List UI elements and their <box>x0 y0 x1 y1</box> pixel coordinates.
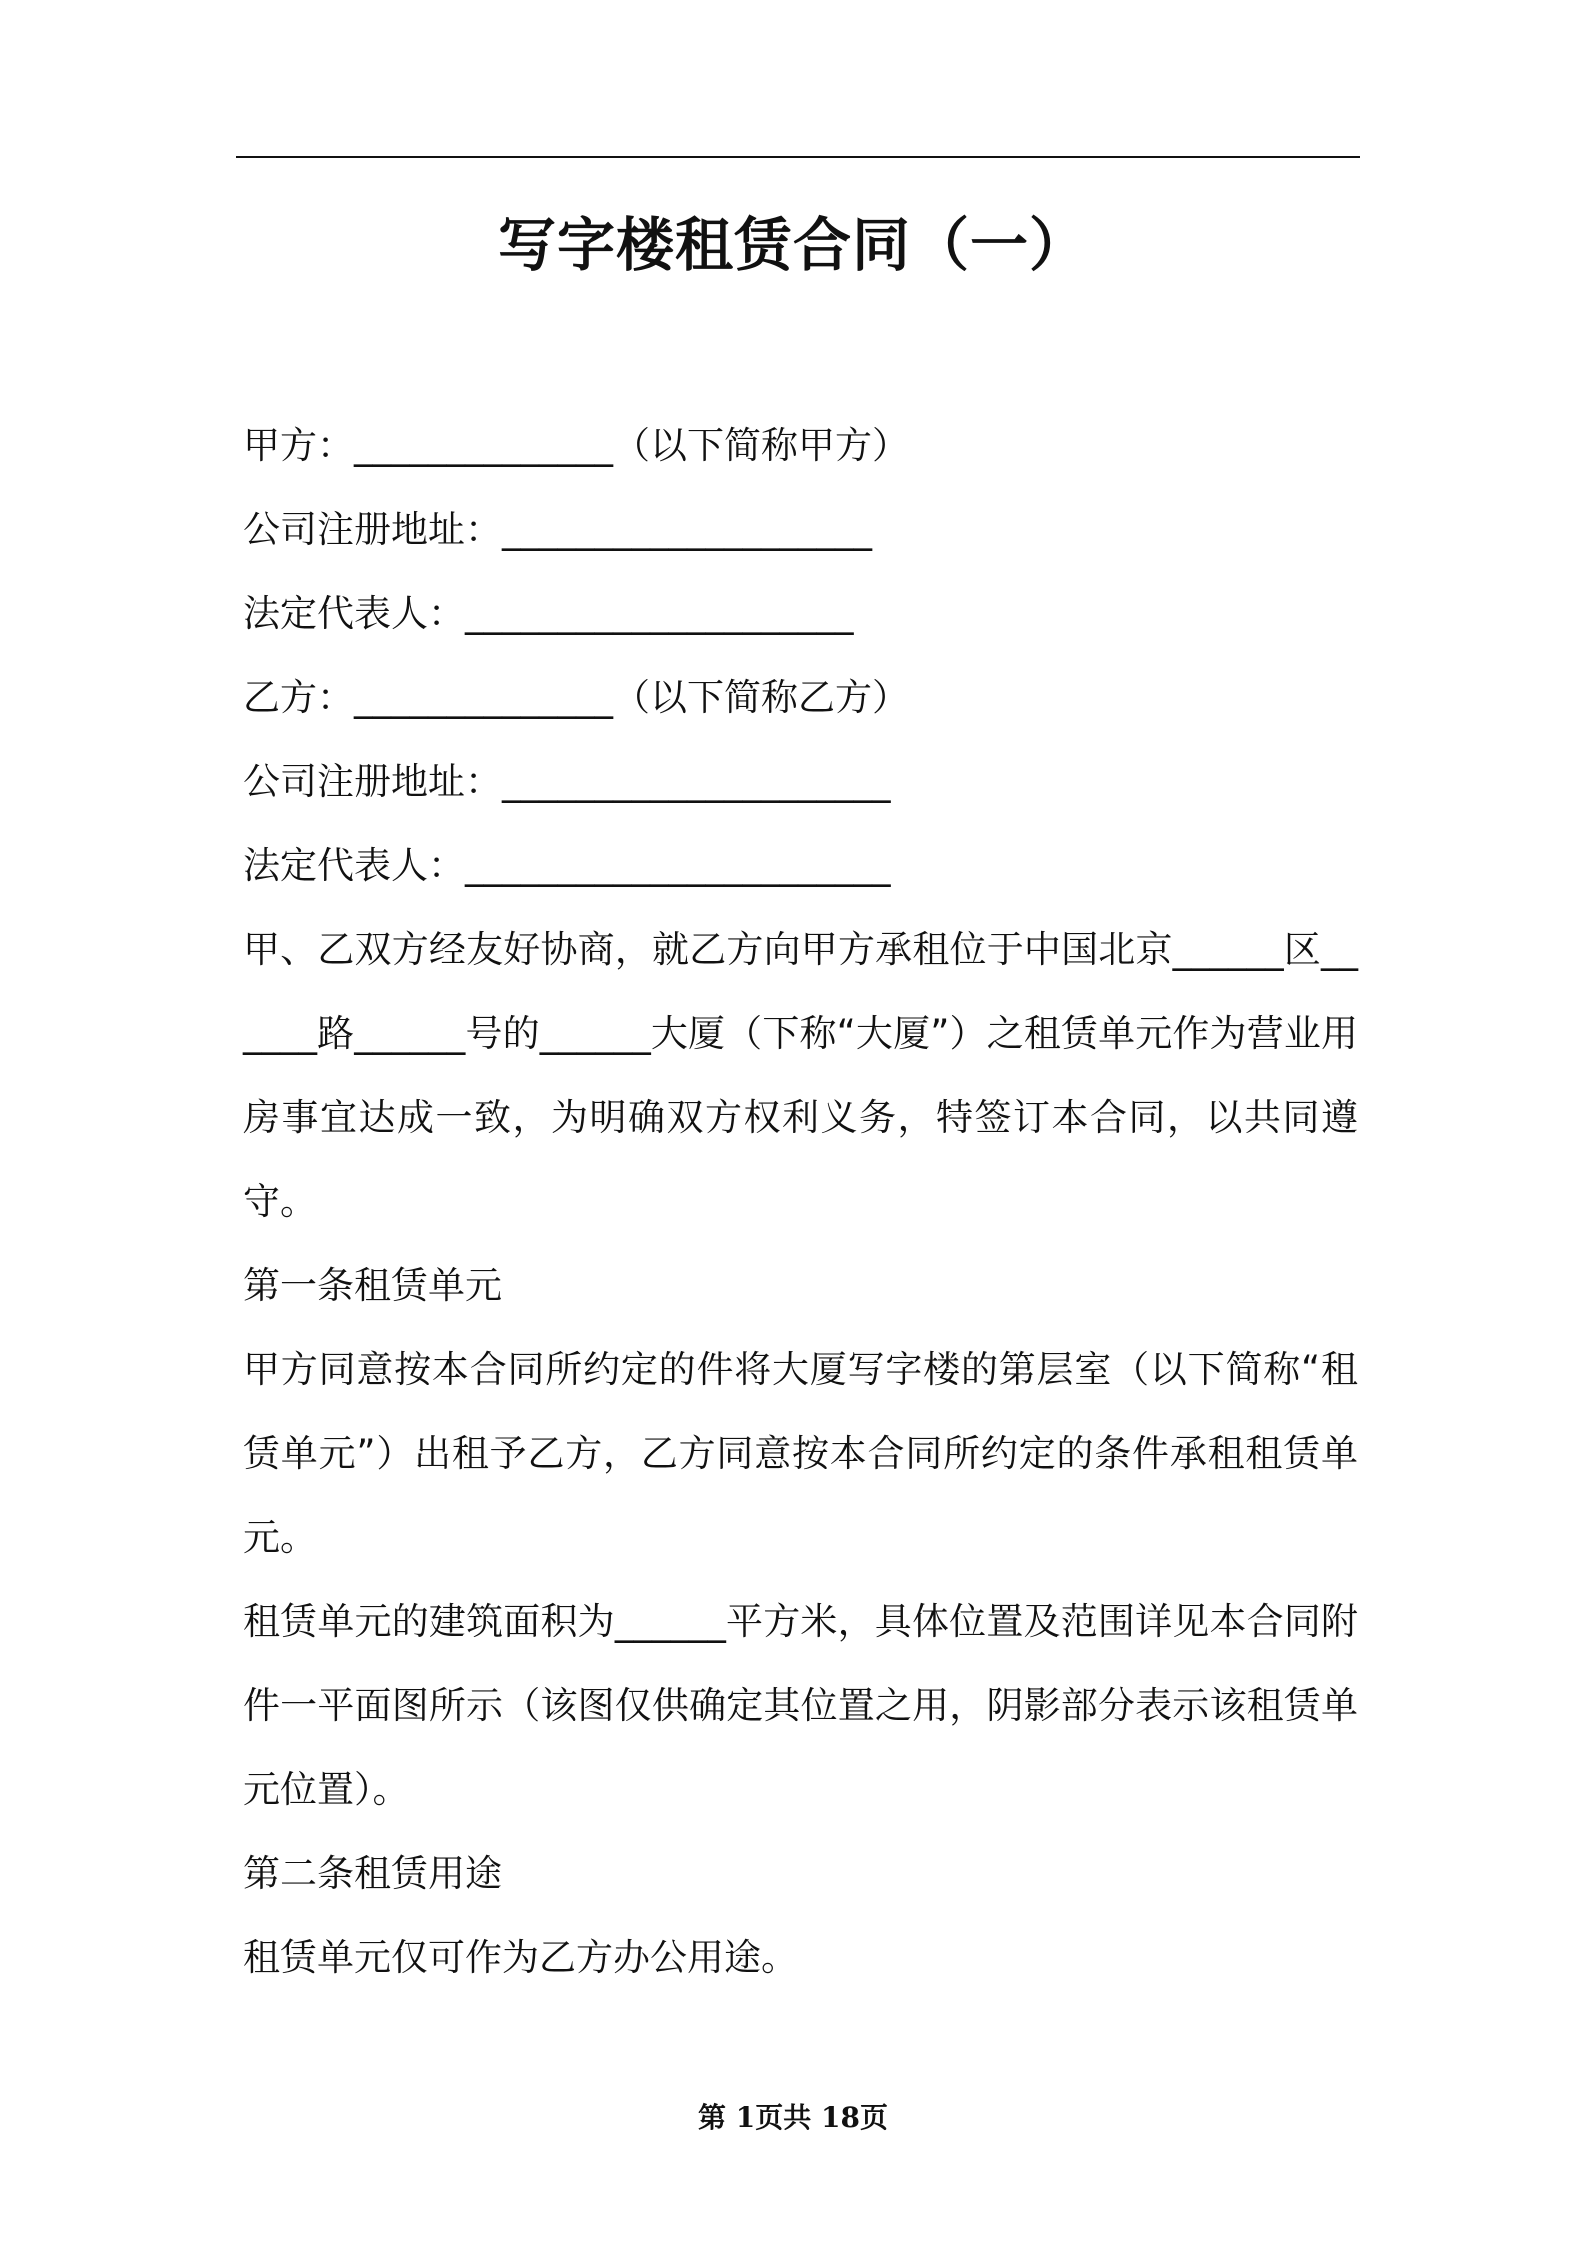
party-b-line: 乙方：______________（以下简称乙方） <box>243 676 909 719</box>
article-1-paragraph-1: 甲方同意按本合同所约定的件将大厦写字楼的第层室（以下简称“租赁单元”）出租予乙方，乙方同意按本合同所约定的条件承租租赁单元。 <box>243 1348 1358 1559</box>
preamble-paragraph: 甲、乙双方经友好协商，就乙方向甲方承租位于中国北京______区______路______号的______大厦（下称“大厦”）之租赁单元作为营业用房事宜达成一致，为明确双方权利义务，特签订本合同，以共同遵守。 <box>243 928 1358 1223</box>
party-b-address-line: 公司注册地址：_____________________ <box>243 760 891 803</box>
article-1-paragraph-2: 租赁单元的建筑面积为______平方米，具体位置及范围详见本合同附件一平面图所示（该图仅供确定其位置之用，阴影部分表示该租赁单元位置）。 <box>243 1600 1358 1811</box>
document-title: 写字楼租赁合同（一） <box>497 211 1088 279</box>
article-2-heading: 第二条租赁用途 <box>243 1852 502 1895</box>
party-a-line: 甲方：______________（以下简称甲方） <box>243 424 909 467</box>
contract-body <box>243 404 1358 2000</box>
party-a-representative-line: 法定代表人：_____________________ <box>243 592 854 635</box>
page-indicator: 第 1页共 18页 <box>698 2101 888 2134</box>
article-2-paragraph-1: 租赁单元仅可作为乙方办公用途。 <box>243 1936 798 1979</box>
party-b-representative-line: 法定代表人：_______________________ <box>243 844 891 887</box>
header-rule <box>236 156 1360 158</box>
party-a-address-line: 公司注册地址：____________________ <box>243 508 872 551</box>
article-1-heading: 第一条租赁单元 <box>243 1264 502 1307</box>
